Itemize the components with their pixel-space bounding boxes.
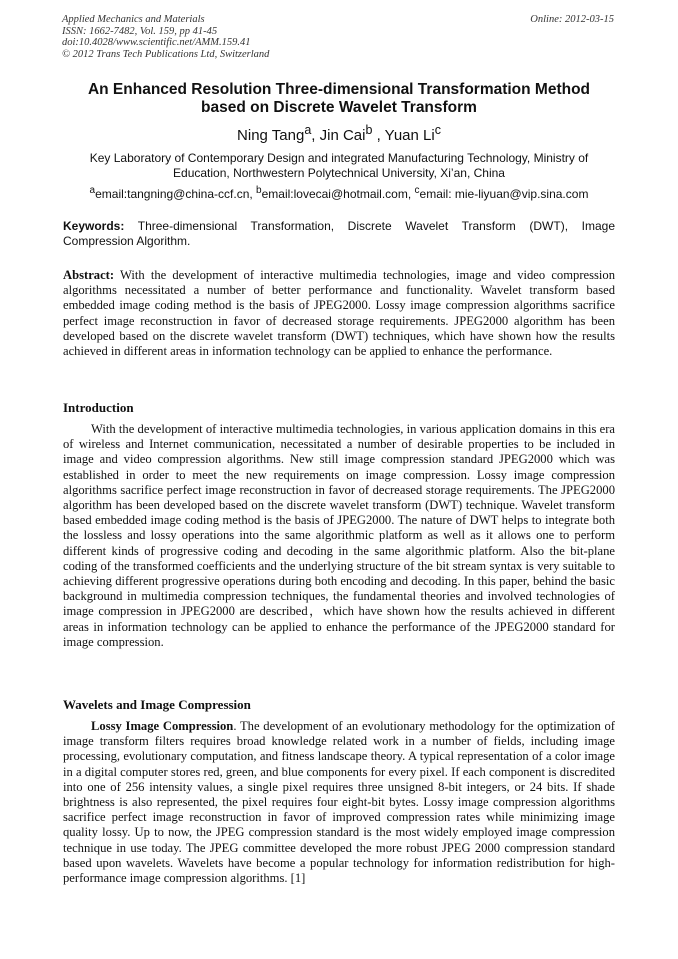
author-name: Ning Tang [237, 127, 305, 144]
keywords [63, 219, 615, 249]
affiliation-line-2: Education, Northwestern Polytechnical University, Xi’an, China [173, 166, 505, 180]
email-superscript: a [89, 185, 96, 196]
wavelets-lead: Lossy Image Compression [91, 719, 234, 733]
doi-line: doi:10.4028/www.scientific.net/AMM.159.41 [62, 37, 251, 48]
affiliation-line-1: Key Laboratory of Contemporary Design and integrated Manufacturing Technology, Ministry of [89, 151, 589, 165]
abstract [63, 268, 615, 359]
abstract-text: With the development of interactive multimedia technologies, image and video compression algorithms necessitated a number of better performance and functionality. Wavelet transform based embedded image coding method is the basis of JPEG2000. Lossy image compression algorithms sacrifice perfect image reconstruction in favor of decreased storage requirements. JPEG2000 algorithm has been developed based on the discrete wavelet transform (DWT) techniques, which have shown how the results achieved in different areas in information technology can be applied to enhance the performance. [63, 268, 615, 359]
author-name: Jin Cai [319, 127, 366, 144]
email-superscript: c [414, 185, 420, 196]
title-line-1: An Enhanced Resolution Three-dimensional Transformation Method [87, 81, 591, 98]
copyright-line: © 2012 Trans Tech Publications Ltd, Switzerland [62, 48, 270, 60]
email-address: email: mie-liyuan@vip.sina.com [419, 187, 589, 201]
author-separator: , [372, 127, 385, 144]
paper-title [62, 81, 616, 117]
wavelets-text: . The development of an evolutionary methodology for the optimization of image transform filters requires broad knowledge related work in a number of fields, including image processing, evolutionary computation, and fitness landscape theory. A typical representation of a color image in a digital computer stores red, green, and blue components for every pixel. If each component is discredited into one of 256 intensity values, a single pixel requires three unsigned 8-bit integers, or 24 bits. If shade brightness is also represented, the pixel requires four eight-bit bytes. Lossy image compression algorithms sacrifice perfect image reconstruction in favor of improved compression rates while minimizing image quality lossy. Up to now, the JPEG compression standard is the most widely employed image compression technique in use today. The JPEG committee developed the more robust JPEG 2000 compression standard based upon wavelets. Wavelets have become a popular technology for information redistribution for high-performance image compression algorithms. [1] [63, 719, 616, 886]
issn-line: ISSN: 1662-7482, Vol. 159, pp 41-45 [62, 25, 218, 37]
introduction-heading: Introduction [63, 400, 134, 415]
online-date: Online: 2012-03-15 [530, 14, 614, 25]
keywords-label: Keywords: [63, 219, 125, 233]
email-superscript: b [256, 185, 262, 196]
author-name: Yuan Li [384, 127, 435, 144]
author-superscript: a [304, 123, 312, 137]
journal-header [62, 14, 614, 60]
email-address: email:tangning@china-ccf.cn, [95, 187, 253, 201]
author-superscript: c [434, 123, 441, 137]
email-address: email:lovecai@hotmail.com, [261, 187, 412, 201]
introduction-paragraph: With the development of interactive multimedia technologies, in various application domains in this era of wireless and Internet communication, necessitated a number of desirable properties to be included in image and video compression algorithms. New still image compression standard JPEG2000 which was established in order to meet the new requirements on image compression. Lossy image compression algorithms sacrifice perfect image reconstruction in favor of decreased storage requirements. The JPEG2000 algorithm has been developed based on the discrete wavelet transform (DWT) technique. Wavelet transform based embedded image coding method is the basis of JPEG2000. The nature of DWT helps to integrate both the lossless and lossy operations into the same algorithmic platform as well as it allows one to perform different kinds of progressive coding and decoding in the same algorithmic platform. Also the bit-plane coding of the transformed coefficients and the underlying structure of the bit stream syntax is very suitable to achieving different progressive operations during both encoding and decoding. In this paper, behind the basic background in multimedia compression techniques, the fundamental theories and involved technologies of image compression in JPEG2000 are described，which have shown how the results achieved in different areas in information technology can be applied to enhance the performance of the JPEG2000 standard for image compression. [63, 422, 615, 649]
wavelets-heading: Wavelets and Image Compression [63, 697, 251, 712]
affiliation [62, 151, 616, 181]
email-list [62, 185, 616, 201]
author-list [62, 123, 616, 144]
title-line-2: based on Discrete Wavelet Transform [201, 99, 477, 116]
journal-name: Applied Mechanics and Materials [62, 14, 205, 25]
abstract-label: Abstract: [63, 268, 115, 282]
author-separator: , [311, 127, 320, 144]
wavelets-paragraph [63, 719, 615, 886]
keywords-text: Three-dimensional Transformation, Discrete Wavelet Transform (DWT), Image Compression Algorithm. [63, 219, 615, 248]
author-superscript: b [365, 123, 373, 137]
